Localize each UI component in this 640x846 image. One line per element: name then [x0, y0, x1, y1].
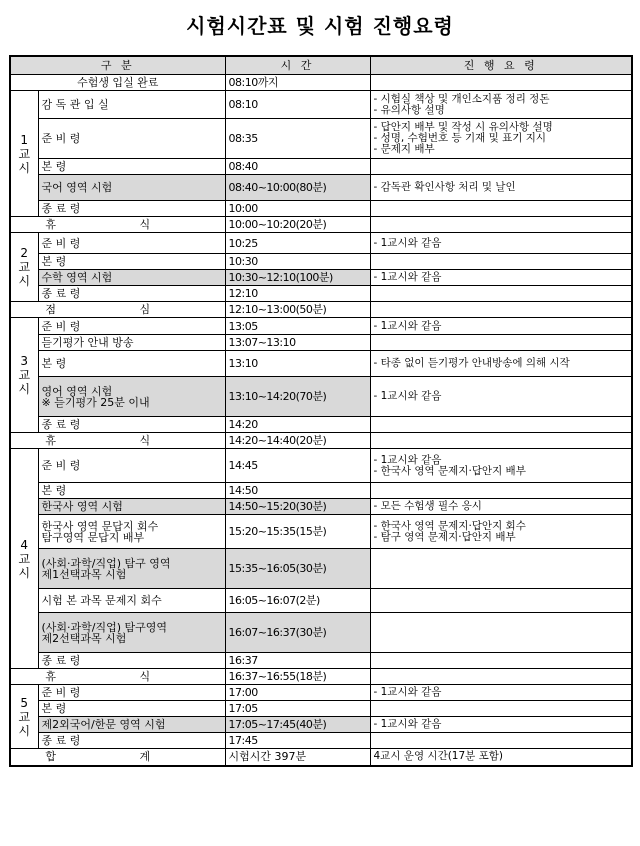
row-time: 10:30~12:10(100분): [225, 270, 370, 286]
table-row: [10, 499, 632, 515]
row-note: - 1교시와 같음 - 한국사 영역 문제지·답안지 배부: [370, 449, 632, 483]
row-time: 16:37: [225, 653, 370, 669]
break-row: [10, 217, 632, 233]
row-label: 한국사 영역 문답지 회수 탐구영역 문답지 배부: [38, 515, 225, 549]
row-note: - 감독관 확인사항 처리 및 날인: [370, 175, 632, 201]
row-label: 종 료 령: [38, 653, 225, 669]
table-row: [10, 91, 632, 119]
arrival-time: 08:10까지: [225, 75, 370, 91]
table-row: [10, 119, 632, 159]
table-row: [10, 201, 632, 217]
row-note: [370, 254, 632, 270]
row-label: 감 독 관 입 실: [38, 91, 225, 119]
row-label: 종 료 령: [38, 733, 225, 749]
row-time: 14:20: [225, 417, 370, 433]
row-label: (사회·과학/직업) 탐구영역 제2선택과목 시험: [38, 613, 225, 653]
row-time: 13:05: [225, 318, 370, 335]
table-row: [10, 733, 632, 749]
table-row: [10, 515, 632, 549]
table-row: [10, 318, 632, 335]
row-time: 17:00: [225, 685, 370, 701]
row-label: 듣기평가 안내 방송: [38, 335, 225, 351]
break-time: 14:20~14:40(20분): [225, 433, 370, 449]
break-label: 휴 식: [10, 669, 225, 685]
row-time: 15:20~15:35(15분): [225, 515, 370, 549]
total-row: [10, 749, 632, 766]
row-label: 본 령: [38, 351, 225, 377]
row-note: [370, 417, 632, 433]
row-time: 08:40~10:00(80분): [225, 175, 370, 201]
row-label: 수학 영역 시험: [38, 270, 225, 286]
row-time: 17:05: [225, 701, 370, 717]
row-note: [370, 733, 632, 749]
table-row: [10, 351, 632, 377]
break-time: 10:00~10:20(20분): [225, 217, 370, 233]
row-label: 준 비 령: [38, 233, 225, 254]
break-row: [10, 669, 632, 685]
row-note: - 타종 없이 듣기평가 안내방송에 의해 시작: [370, 351, 632, 377]
session-2-label: 2 교 시: [10, 233, 38, 302]
row-time: 17:45: [225, 733, 370, 749]
table-row: [10, 483, 632, 499]
page-title: 시험시간표 및 시험 진행요령: [186, 14, 454, 38]
lunch-label: 점 심: [10, 302, 225, 318]
row-label: 본 령: [38, 483, 225, 499]
row-label: 종 료 령: [38, 286, 225, 302]
row-time: 08:10: [225, 91, 370, 119]
row-note: [370, 589, 632, 613]
row-note: [370, 701, 632, 717]
row-note: - 1교시와 같음: [370, 233, 632, 254]
table-row: [10, 270, 632, 286]
row-time: 10:25: [225, 233, 370, 254]
schedule-table: [9, 55, 633, 767]
row-note: [370, 483, 632, 499]
row-label: 국어 영역 시험: [38, 175, 225, 201]
row-time: 13:07~13:10: [225, 335, 370, 351]
row-label: 영어 영역 시험 ※ 듣기평가 25분 이내: [38, 377, 225, 417]
break-row: [10, 433, 632, 449]
row-label: (사회·과학/직업) 탐구 영역 제1선택과목 시험: [38, 549, 225, 589]
row-note: - 1교시와 같음: [370, 318, 632, 335]
row-note: [370, 286, 632, 302]
total-time: 시험시간 397분: [225, 749, 370, 766]
table-row: [10, 549, 632, 589]
table-row: [10, 335, 632, 351]
table-row: [10, 449, 632, 483]
row-note: - 1교시와 같음: [370, 717, 632, 733]
row-note: - 시험실 책상 및 개인소지품 정리 정돈 - 유의사항 설명: [370, 91, 632, 119]
row-time: 10:30: [225, 254, 370, 270]
row-label: 본 령: [38, 159, 225, 175]
header-section: 구 분: [10, 56, 225, 75]
row-time: 17:05~17:45(40분): [225, 717, 370, 733]
table-row: [10, 589, 632, 613]
lunch-time: 12:10~13:00(50분): [225, 302, 370, 318]
row-time: 10:00: [225, 201, 370, 217]
session-1-label: 1 교 시: [10, 91, 38, 217]
row-label: 본 령: [38, 254, 225, 270]
header-row: [10, 56, 632, 75]
session-3-label: 3 교 시: [10, 318, 38, 433]
table-row: [10, 653, 632, 669]
break-row: [10, 302, 632, 318]
row-label: 준 비 령: [38, 449, 225, 483]
arrival-label: 수험생 입실 완료: [10, 75, 225, 91]
header-procedure: 진 행 요 령: [370, 56, 632, 75]
row-note: [370, 201, 632, 217]
table-row: [10, 377, 632, 417]
table-row: [10, 685, 632, 701]
table-row: [10, 254, 632, 270]
row-note: - 한국사 영역 문제지·답안지 회수 - 탐구 영역 문제지·답안지 배부: [370, 515, 632, 549]
row-note: [370, 549, 632, 589]
row-time: 14:50: [225, 483, 370, 499]
table-row: [10, 233, 632, 254]
row-note: - 모든 수험생 필수 응시: [370, 499, 632, 515]
row-time: 13:10~14:20(70분): [225, 377, 370, 417]
row-time: 16:05~16:07(2분): [225, 589, 370, 613]
row-label: 준 비 령: [38, 119, 225, 159]
row-note: - 1교시와 같음: [370, 270, 632, 286]
row-note: - 답안지 배부 및 작성 시 유의사항 설명 - 성명, 수험번호 등 기재 및 표기 지시 - 문제지 배부: [370, 119, 632, 159]
row-label: 종 료 령: [38, 417, 225, 433]
row-note: [370, 653, 632, 669]
row-time: 15:35~16:05(30분): [225, 549, 370, 589]
row-label: 시험 본 과목 문제지 회수: [38, 589, 225, 613]
row-label: 준 비 령: [38, 318, 225, 335]
row-time: 12:10: [225, 286, 370, 302]
session-5-label: 5 교 시: [10, 685, 38, 749]
table-row: [10, 701, 632, 717]
total-note: 4교시 운영 시간(17분 포함): [370, 749, 632, 766]
session-4-label: 4 교 시: [10, 449, 38, 669]
table-row: [10, 286, 632, 302]
table-row: [10, 159, 632, 175]
row-time: 14:45: [225, 449, 370, 483]
total-label: 합 계: [10, 749, 225, 766]
row-time: 13:10: [225, 351, 370, 377]
row-time: 16:07~16:37(30분): [225, 613, 370, 653]
row-note: [370, 335, 632, 351]
row-note: - 1교시와 같음: [370, 377, 632, 417]
row-label: 제2외국어/한문 영역 시험: [38, 717, 225, 733]
row-label: 종 료 령: [38, 201, 225, 217]
row-time: 08:35: [225, 119, 370, 159]
row-time: 08:40: [225, 159, 370, 175]
table-row: [10, 613, 632, 653]
table-row: [10, 717, 632, 733]
row-label: 준 비 령: [38, 685, 225, 701]
table-row: [10, 175, 632, 201]
break-label: 휴 식: [10, 217, 225, 233]
row-label: 본 령: [38, 701, 225, 717]
row-time: 14:50~15:20(30분): [225, 499, 370, 515]
row-note: [370, 613, 632, 653]
row-label: 한국사 영역 시험: [38, 499, 225, 515]
table-row: [10, 417, 632, 433]
break-label: 휴 식: [10, 433, 225, 449]
row-note: [370, 159, 632, 175]
header-time: 시 간: [225, 56, 370, 75]
break-time: 16:37~16:55(18분): [225, 669, 370, 685]
arrival-row: [10, 75, 632, 91]
row-note: - 1교시와 같음: [370, 685, 632, 701]
